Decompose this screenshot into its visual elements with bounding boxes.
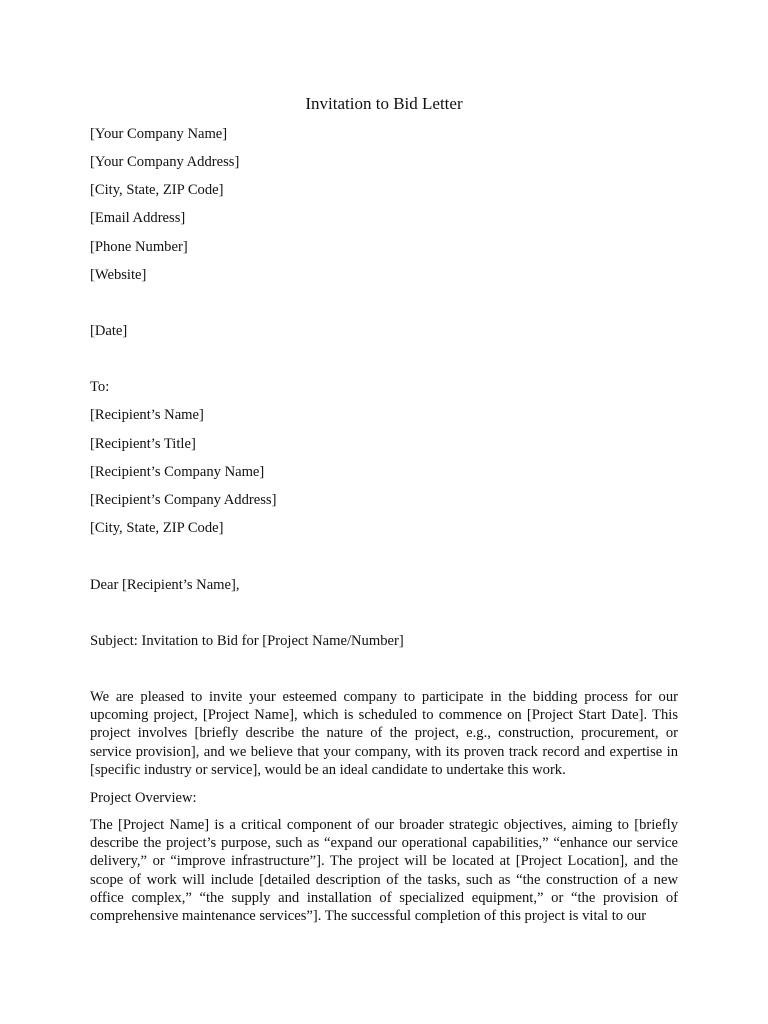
letter-date: [Date] [90, 323, 128, 339]
sender-email: [Email Address] [90, 210, 186, 226]
sender-website: [Website] [90, 267, 147, 283]
sender-company-address: [Your Company Address] [90, 154, 240, 170]
sender-city-state-zip: [City, State, ZIP Code] [90, 182, 224, 198]
sender-company-name: [Your Company Name] [90, 126, 228, 142]
intro-paragraph: We are pleased to invite your esteemed company to participate in the bidding process for our upcoming project, [Project Name], which is scheduled to commence on [Project Start Date]. This project involves [briefly describe the nature of the project, e.g., construction, procurement, or service provision], and we believe that your company, with its proven track record and expertise in [specific industry or service], would be an ideal candidate to undertake this work. [90, 689, 678, 778]
recipient-name: [Recipient’s Name] [90, 407, 204, 423]
recipient-city-state-zip: [City, State, ZIP Code] [90, 520, 224, 536]
salutation: Dear [Recipient’s Name], [90, 577, 240, 593]
to-label: To: [90, 379, 110, 395]
recipient-company-address: [Recipient’s Company Address] [90, 492, 277, 508]
sender-phone: [Phone Number] [90, 239, 188, 255]
overview-heading: Project Overview: [90, 790, 197, 806]
recipient-title: [Recipient’s Title] [90, 436, 196, 452]
subject-line: Subject: Invitation to Bid for [Project Name/Number] [90, 633, 404, 649]
recipient-company-name: [Recipient’s Company Name] [90, 464, 265, 480]
overview-paragraph: The [Project Name] is a critical component of our broader strategic objectives, aiming to [briefly describe the project’s purpose, such as “expand our operational capabilities,” “enhance our service delivery,” or “improve infrastructure”]. The project will be located at [Project Location], and the scope of work will include [detailed description of the tasks, such as “the construction of a new office complex,” “the supply and installation of specialized equipment,” or “the provision of comprehensive maintenance services”]. The successful completion of this project is vital to our [90, 817, 678, 925]
document-title: Invitation to Bid Letter [305, 94, 463, 113]
